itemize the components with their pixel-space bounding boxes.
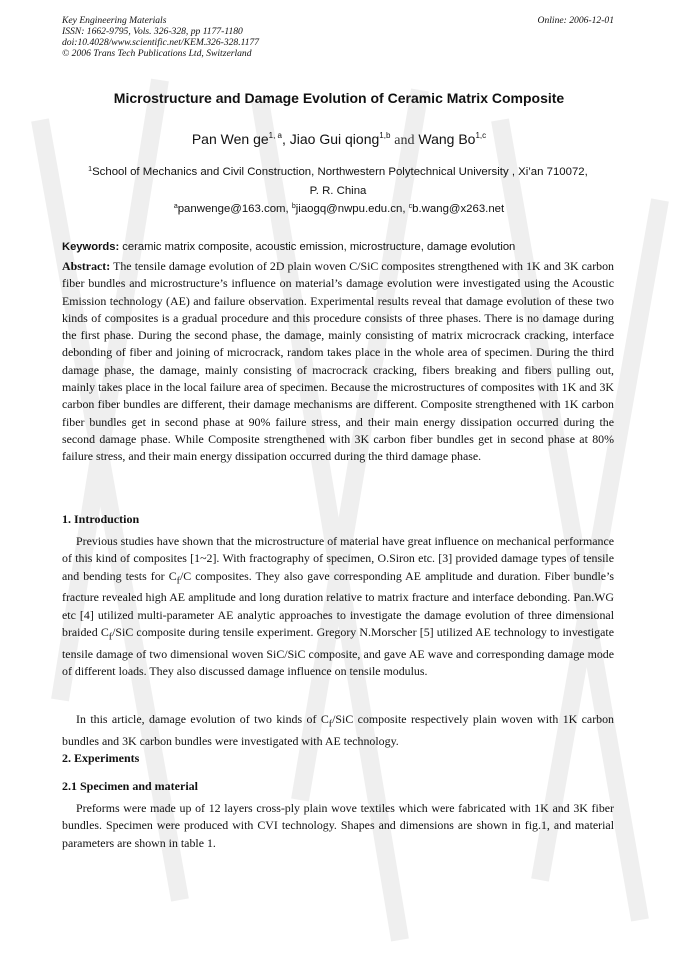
- paragraph-text: Previous studies have shown that the microstructure of material have great influence on mechanical performance of this kind of composites [1~2]. With fractography of specimen, O.Siron etc. [3] provided damage types of tensile and bending tests for C: [62, 534, 614, 583]
- specimen-paragraph: Preforms were made up of 12 layers cross-ply plain wove textiles which were fabricated with 1K and 3K fiber bundles. Specimen were produced with CVI technology. Shapes and dimensions are shown in fig.1, and material parameters are shown in table 1.: [62, 801, 614, 850]
- online-date: Online: 2006-12-01: [537, 15, 614, 26]
- journal-name: Key Engineering Materials: [62, 15, 167, 26]
- author-sup: 1, a: [268, 131, 282, 140]
- affiliation-line: School of Mechanics and Civil Construction, Northwestern Polytechnical University , Xi’an 710072,: [92, 166, 588, 178]
- email-sup: a: [173, 203, 178, 210]
- doi-line: doi:10.4028/www.scientific.net/KEM.326-328.1177: [62, 37, 260, 48]
- keywords-text: ceramic matrix composite, acoustic emission, microstructure, damage evolution: [119, 241, 516, 253]
- issn-line: ISSN: 1662-9795, Vols. 326-328, pp 1177-1180: [62, 26, 243, 37]
- subsection-heading-specimen: 2.1 Specimen and material: [62, 779, 198, 793]
- paragraph-text: In this article, damage evolution of two kinds of C: [76, 712, 329, 726]
- keywords-label: Keywords:: [62, 241, 120, 253]
- email-sup: c: [408, 203, 413, 210]
- section-heading-introduction: 1. Introduction: [62, 512, 140, 526]
- paragraph-text: /SiC composite during tensile experiment. Gregory N.Morscher [5] utilized AE technology to investigate tensile damage of two dimensional woven SiC/SiC composite, and gave AE wave and corresponding damage mode of different loads. They also discussed damage influence on tensile modulus.: [62, 624, 615, 678]
- author-name: Jiao Gui qiong: [289, 131, 380, 147]
- author-name: Pan Wen ge: [191, 131, 269, 147]
- keywords: [62, 241, 614, 253]
- subscript: f: [176, 574, 180, 586]
- copyright-line: © 2006 Trans Tech Publications Ltd, Switzerland: [62, 48, 252, 59]
- paragraph-text: /C composites. They also gave corresponding AE amplitude and duration. Fiber bundle’s fracture revealed high AE amplitude and long duration relative to matrix fracture and interface debonding. Pan.WG etc [4] utilized multi-parameter AE analytic approaches to investigate the damage evolution of three dimensional braided C: [62, 568, 614, 639]
- author-sup: 1,b: [379, 131, 391, 140]
- abstract-label: Abstract:: [62, 259, 111, 273]
- affiliation-line: P. R. China: [309, 185, 367, 197]
- author-conjunction: and: [394, 133, 415, 148]
- section-heading-experiments: 2. Experiments: [62, 751, 140, 765]
- subscript: f: [108, 631, 113, 643]
- author-name: Wang Bo: [418, 131, 476, 147]
- email-link: panwenge@163.com,: [177, 203, 292, 215]
- email-link: b.wang@x263.net: [412, 203, 505, 215]
- email-line: [40, 203, 638, 215]
- author-line: Pan Wen ge$^{1, a}$, Jiao Gui qiong$^{1,b}$ and Wang Bo$^{1,c}$: [191, 131, 487, 148]
- affiliation-sup: 1: [88, 166, 93, 173]
- paragraph-text: /SiC composite respectively plain woven with 1K carbon bundles and 3K carbon bundles were investigated with AE technology.: [62, 712, 615, 748]
- paper-title: Microstructure and Damage Evolution of Ceramic Matrix Composite: [113, 90, 565, 106]
- abstract: [62, 258, 614, 466]
- abstract-text: The tensile damage evolution of 2D plain woven C/SiC composites strengthened with 1K and 3K carbon fiber bundles and microstructure’s influence on material’s damage evolution were investigated using the Acoustic Emission technology (AE) and failure observation. Experimental results reveal that damage evolution of these two kinds of composites is a gradual procedure and this procedure consists of three phases. There is no damage during the first phase. During the second phase, the damage, mainly consisting of matrix microcrack cracking, interface debonding of fiber and joining of microcrack, random takes place in the whole area of specimen. During the third damage phase, the damage, mainly consisting of macrocrack cracking, fibers breaking and fibers pulling out, mainly takes place in the local failure area of specimen. Because the microstructures of composites with 1K and 3K carbon fiber bundles are different, their damage mechanisms are different. Composite strengthened with 1K carbon fiber bundles get in second phase at 90% failure stress, and their main energy dissipation occurred during the second damage phase. While Composite strengthened with 3K carbon fiber bundles get in second phase at 80% failure stress, and their main energy dissipation occurred during the third damage phase.: [62, 259, 614, 464]
- email-link: jiaogq@nwpu.edu.cn,: [295, 203, 409, 215]
- introduction-paragraph: [62, 533, 614, 680]
- journal-header: [62, 15, 402, 59]
- affiliation: [62, 160, 614, 201]
- email-sup: b: [291, 203, 296, 210]
- author-sup: 1,c: [475, 131, 487, 140]
- introduction-paragraph: [62, 711, 614, 750]
- subscript: f: [328, 718, 333, 730]
